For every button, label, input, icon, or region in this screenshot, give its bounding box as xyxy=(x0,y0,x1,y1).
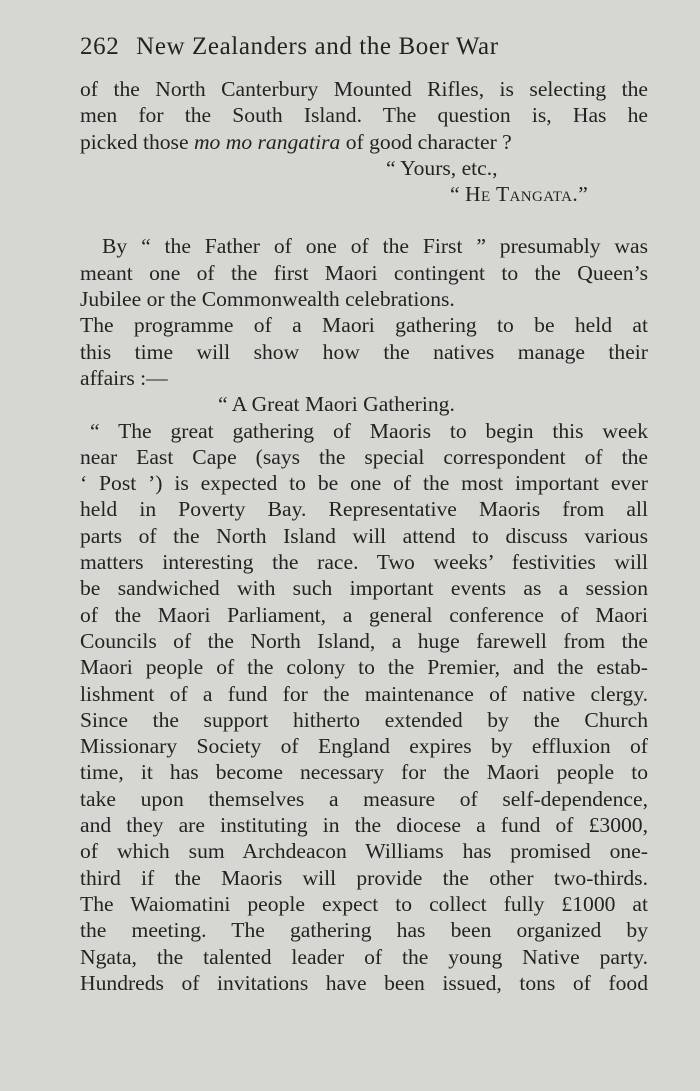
text-line: men for the South Island. The question is, Has he xyxy=(80,103,648,128)
text-line: of which sum Archdeacon Williams has promised one- xyxy=(80,839,648,864)
text-line: ‘ Post ’) is expected to be one of the most important ever xyxy=(80,471,648,496)
text-line xyxy=(80,129,648,155)
text-line: By “ the Father of one of the First ” presumably was xyxy=(102,234,648,259)
text-line: The Waiomatini people expect to collect fully £1000 at xyxy=(80,891,648,916)
text-line: affairs :— xyxy=(80,365,168,390)
text-line: of the North Canterbury Mounted Rifles, is selecting the xyxy=(80,77,648,101)
page-number: 262 xyxy=(80,33,120,60)
signature-name: He Tangata. xyxy=(464,182,579,207)
signature xyxy=(80,181,648,207)
text-line: meant one of the first Maori contingent to the Queen’s xyxy=(80,260,648,285)
text-run: of good character ? xyxy=(340,129,512,154)
maori-phrase: mo mo rangatira xyxy=(193,129,341,154)
text-line: lishment of a fund for the maintenance of native clergy. xyxy=(80,681,648,706)
section-heading: “ A Great Maori Gathering. xyxy=(218,392,455,417)
signature-open-quote: “ xyxy=(450,182,465,207)
text-line: this time will show how the natives manage their xyxy=(80,339,648,364)
text-line: Jubilee or the Commonwealth celebrations. xyxy=(80,287,455,312)
text-line: and they are instituting in the diocese a fund of £3000, xyxy=(80,813,648,838)
running-header xyxy=(80,33,650,73)
text-line: be sandwiched with such important events as a session xyxy=(80,576,648,601)
text-line: Missionary Society of England expires by effluxion of xyxy=(80,734,648,759)
paragraph-gap xyxy=(80,207,648,233)
page-body xyxy=(80,76,648,996)
text-line: take upon themselves a measure of self-dependence, xyxy=(80,786,648,811)
text-line: parts of the North Island will attend to discuss various xyxy=(80,523,648,548)
text-line: held in Poverty Bay. Representative Maoris from all xyxy=(80,497,648,522)
sign-off: “ Yours, etc., xyxy=(386,155,498,180)
text-line: matters interesting the race. Two weeks’ festivities will xyxy=(80,550,648,575)
text-line: Councils of the North Island, a huge farewell from the xyxy=(80,628,648,653)
text-line: time, it has become necessary for the Maori people to xyxy=(80,760,648,785)
text-line: the meeting. The gathering has been organized by xyxy=(80,918,648,943)
text-line: Hundreds of invitations have been issued, tons of food xyxy=(80,970,648,995)
text-line: of the Maori Parliament, a general conference of Maori xyxy=(80,602,648,627)
text-line: near East Cape (says the special correspondent of the xyxy=(80,444,648,469)
text-line: third if the Maoris will provide the other two-thirds. xyxy=(80,865,648,890)
text-line: The programme of a Maori gathering to be held at xyxy=(80,313,648,338)
text-line: Maori people of the colony to the Premier, and the estab- xyxy=(80,655,648,680)
signature-close-quote: ” xyxy=(578,182,588,207)
running-title: New Zealanders and the Boer War xyxy=(136,33,499,60)
text-line: Since the support hitherto extended by the Church xyxy=(80,707,648,732)
text-line: “ The great gathering of Maoris to begin this week xyxy=(90,418,648,443)
text-line: Ngata, the talented leader of the young Native party. xyxy=(80,944,648,969)
text-run: picked those xyxy=(80,129,194,154)
